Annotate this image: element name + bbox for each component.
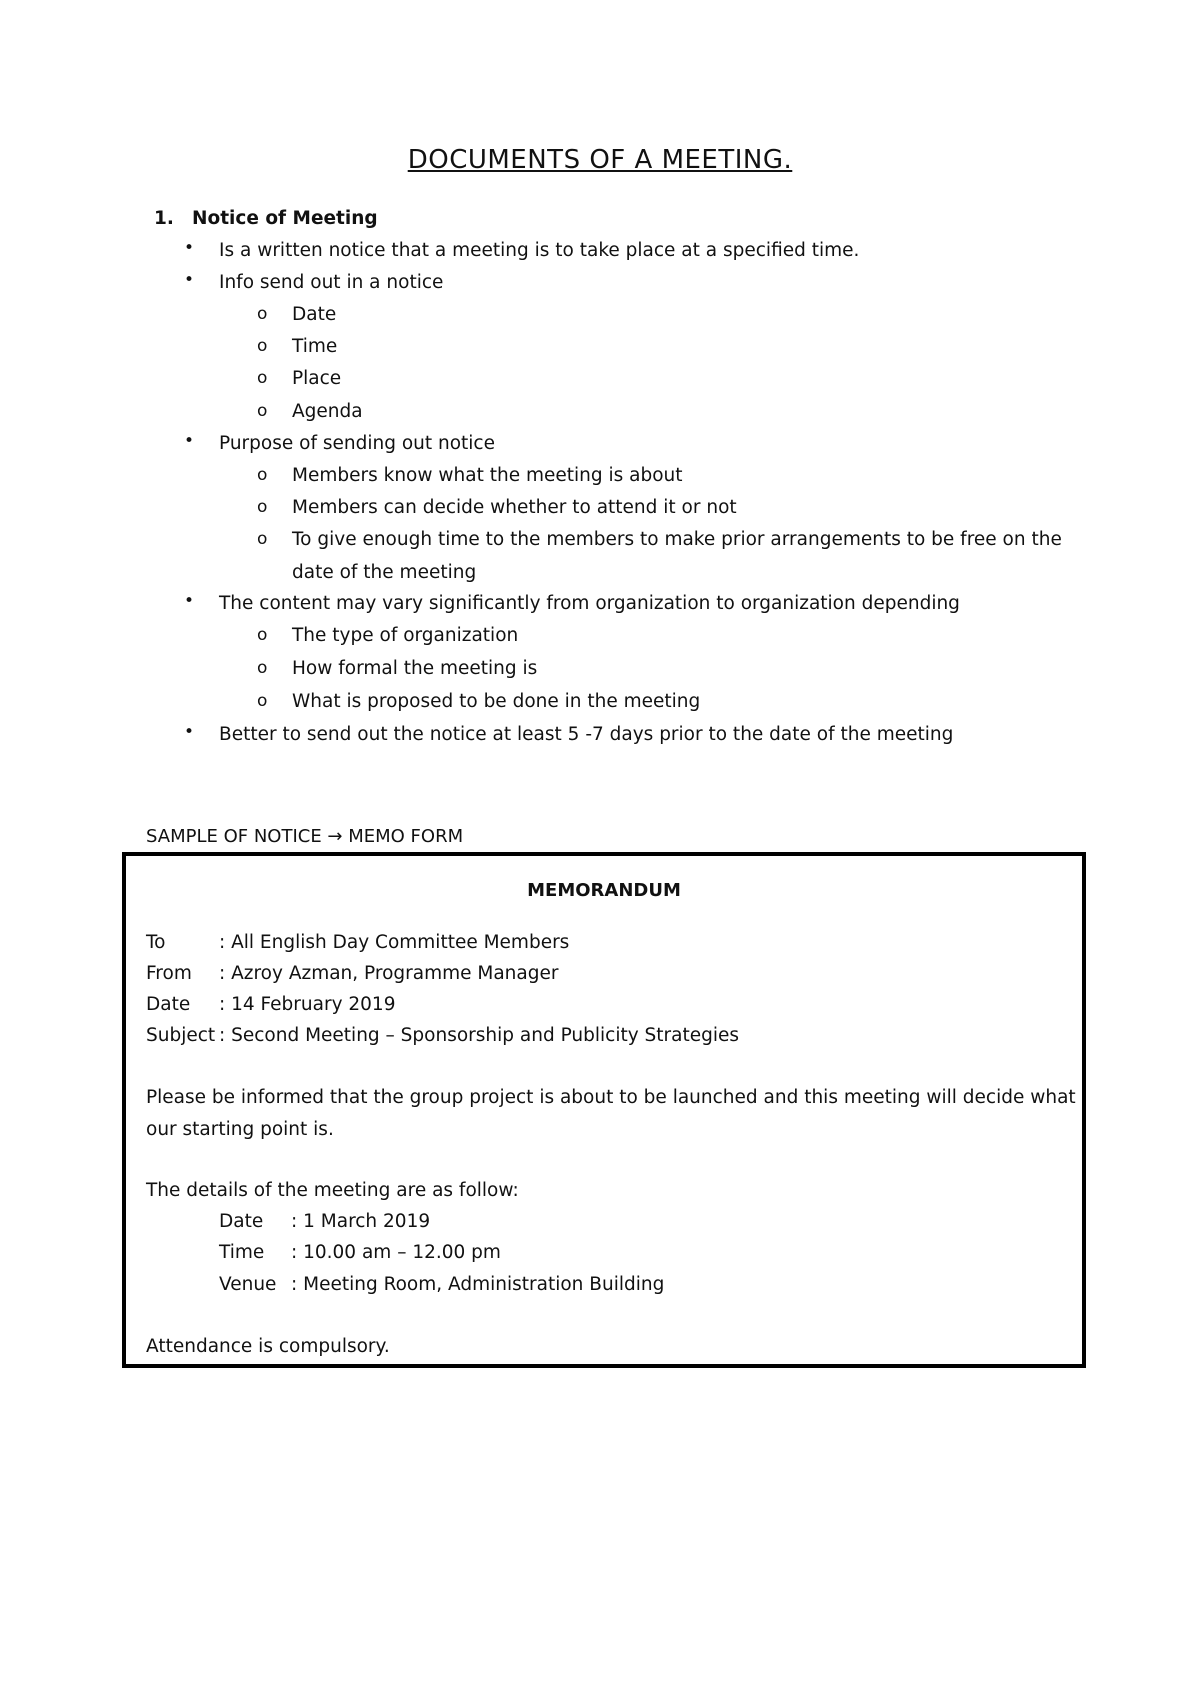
section-heading-text: Notice of Meeting	[192, 208, 378, 229]
memo-detail-value: : 10.00 am – 12.00 pm	[291, 1242, 501, 1263]
bullet-icon: •	[184, 270, 195, 290]
sub-bullet-icon: o	[257, 401, 268, 421]
memo-closing: Attendance is compulsory.	[146, 1336, 390, 1357]
memo-detail-value: : 1 March 2019	[291, 1211, 431, 1232]
sub-list-item: Place	[292, 368, 342, 389]
bullet-item: Info send out in a notice	[219, 272, 444, 293]
sub-bullet-icon: o	[257, 625, 268, 645]
sub-bullet-icon: o	[257, 336, 268, 356]
sub-bullet-icon: o	[257, 529, 268, 549]
memo-detail-label: Venue	[219, 1274, 277, 1295]
sub-list-item: What is proposed to be done in the meeting	[292, 691, 701, 712]
sub-bullet-icon: o	[257, 368, 268, 388]
memo-header-value: : All English Day Committee Members	[219, 932, 570, 953]
memo-header-value: : Second Meeting – Sponsorship and Publicity Strategies	[219, 1025, 740, 1046]
bullet-item: The content may vary significantly from organization to organization depending	[219, 593, 960, 614]
bullet-item: Is a written notice that a meeting is to take place at a specified time.	[219, 240, 860, 261]
memo-detail-label: Date	[219, 1211, 264, 1232]
sub-bullet-icon: o	[257, 497, 268, 517]
sub-bullet-icon: o	[257, 465, 268, 485]
memo-detail-value: : Meeting Room, Administration Building	[291, 1274, 665, 1295]
memo-header-label: Date	[146, 994, 191, 1015]
sub-list-item: To give enough time to the members to make prior arrangements to be free on the	[292, 529, 1062, 550]
memo-details-intro: The details of the meeting are as follow:	[146, 1180, 519, 1201]
memo-header-value: : Azroy Azman, Programme Manager	[219, 963, 559, 984]
sub-list-item: The type of organization	[292, 625, 519, 646]
sub-list-item: Members can decide whether to attend it or not	[292, 497, 737, 518]
bullet-icon: •	[184, 431, 195, 451]
sub-list-item: Date	[292, 304, 337, 325]
memo-title: MEMORANDUM	[527, 880, 681, 901]
section-number: 1.	[154, 208, 174, 229]
memo-header-label: From	[146, 963, 192, 984]
memo-box	[122, 852, 1086, 1368]
memo-header-label: Subject	[146, 1025, 216, 1046]
memo-detail-label: Time	[219, 1242, 265, 1263]
sample-label: SAMPLE OF NOTICE → MEMO FORM	[146, 826, 464, 847]
page-title: DOCUMENTS OF A MEETING.	[407, 145, 793, 175]
bullet-icon: •	[184, 238, 195, 258]
sub-list-item: Members know what the meeting is about	[292, 465, 683, 486]
sub-bullet-icon: o	[257, 658, 268, 678]
bullet-item: Purpose of sending out notice	[219, 433, 495, 454]
memo-body-text: Please be informed that the group project is about to be launched and this meeting will decide what	[146, 1087, 1076, 1108]
sub-bullet-icon: o	[257, 304, 268, 324]
sub-list-item: Agenda	[292, 401, 363, 422]
sub-bullet-icon: o	[257, 691, 268, 711]
memo-body-text: our starting point is.	[146, 1119, 334, 1140]
bullet-item: Better to send out the notice at least 5 -7 days prior to the date of the meeting	[219, 724, 954, 745]
memo-header-value: : 14 February 2019	[219, 994, 396, 1015]
sub-list-item-continuation: date of the meeting	[292, 562, 477, 583]
sub-list-item: How formal the meeting is	[292, 658, 538, 679]
bullet-icon: •	[184, 722, 195, 742]
sub-list-item: Time	[292, 336, 338, 357]
bullet-icon: •	[184, 591, 195, 611]
memo-header-label: To	[146, 932, 166, 953]
